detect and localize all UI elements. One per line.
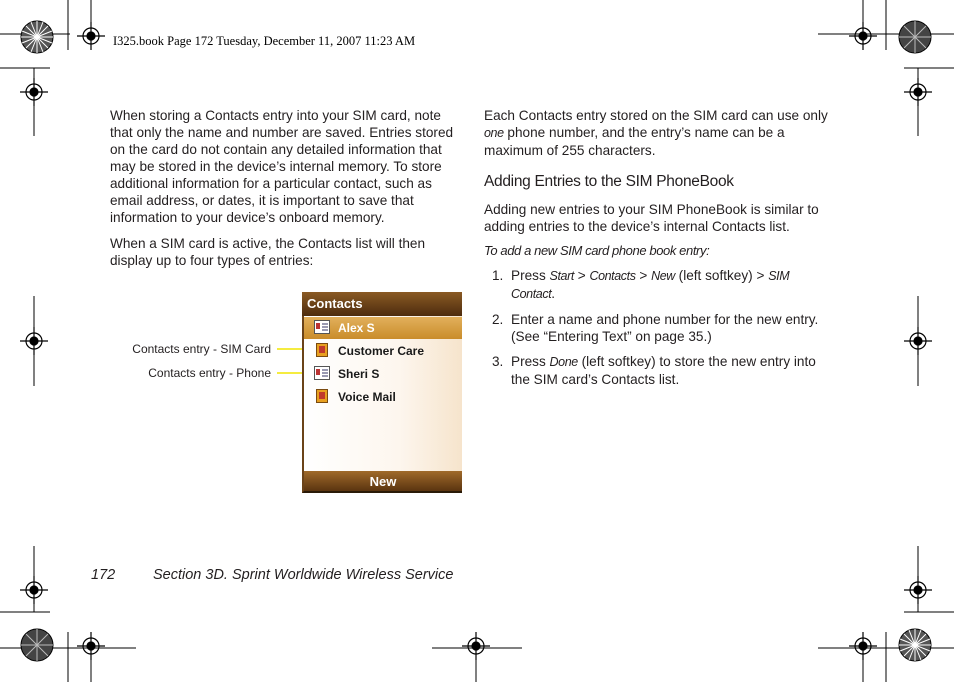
right-column bbox=[484, 107, 836, 396]
sim-limit-paragraph bbox=[484, 107, 836, 159]
contacts-title-bar: Contacts bbox=[302, 292, 462, 316]
step-3 bbox=[484, 353, 836, 388]
text-run: (left softkey) > bbox=[674, 268, 769, 283]
step-number: 2. bbox=[492, 312, 504, 327]
intro-paragraph: When storing a Contacts entry into your SIM card, note that only the name and number are saved. Entries stored on the card do not contain any detailed information that may be stored in the device’s internal memory. To store additional information for a particular contact, such as email address, or dates, it is important to save that information to your device’s onboard memory. bbox=[110, 108, 454, 225]
page-number: 172 bbox=[91, 567, 116, 583]
steps-list bbox=[484, 267, 836, 388]
phone-contact-icon bbox=[314, 343, 330, 357]
procedure-title: To add a new SIM card phone book entry: bbox=[484, 243, 710, 258]
callout-sim-card: Contacts entry - SIM Card bbox=[132, 342, 271, 356]
text-run: Press bbox=[511, 354, 550, 369]
step-2 bbox=[484, 311, 836, 345]
contact-item-customer-care[interactable] bbox=[304, 340, 462, 362]
sim-contact-icon bbox=[314, 366, 330, 380]
section-title: Section 3D. Sprint Worldwide Wireless Service bbox=[153, 567, 454, 583]
text-run: phone number, and the entry’s name can be a maximum of 255 characters. bbox=[484, 125, 785, 158]
contact-label: Customer Care bbox=[338, 344, 425, 358]
new-ref: New bbox=[651, 269, 675, 283]
new-softkey[interactable]: New bbox=[302, 471, 462, 493]
sim-contact-ref: SIM Contact bbox=[511, 269, 790, 301]
left-column bbox=[110, 107, 462, 269]
done-ref: Done bbox=[549, 355, 578, 369]
text-run: > bbox=[635, 268, 652, 283]
text-run: Enter a name and phone number for the new entry. (See “Entering Text” on page 35.) bbox=[511, 312, 819, 344]
sim-contact-icon bbox=[314, 320, 330, 334]
start-menu-ref: Start bbox=[549, 269, 574, 283]
contact-label: Sheri S bbox=[338, 367, 380, 381]
phone-contact-icon bbox=[314, 389, 330, 403]
contact-item-alex[interactable] bbox=[304, 317, 462, 339]
text-run: > bbox=[573, 268, 590, 283]
entry-types-paragraph: When a SIM card is active, the Contacts list will then display up to four types of entries: bbox=[110, 236, 426, 268]
section-heading: Adding Entries to the SIM PhoneBook bbox=[484, 173, 734, 190]
contact-item-sheri[interactable] bbox=[304, 363, 462, 385]
adding-paragraph: Adding new entries to your SIM PhoneBook is similar to adding entries to the device’s internal Contacts list. bbox=[484, 202, 819, 234]
text-run: (left softkey) to store the new entry into the SIM card’s Contacts list. bbox=[511, 354, 816, 387]
text-run: . bbox=[551, 286, 556, 301]
contacts-list bbox=[302, 316, 462, 471]
contact-label: Voice Mail bbox=[338, 390, 396, 404]
step-number: 1. bbox=[492, 268, 504, 283]
print-slug: I325.book Page 172 Tuesday, December 11, 2007 11:23 AM bbox=[113, 34, 416, 48]
contact-label: Alex S bbox=[338, 321, 375, 335]
emphasis-one: one bbox=[484, 126, 504, 140]
contact-item-voice-mail[interactable] bbox=[304, 386, 462, 408]
step-number: 3. bbox=[492, 354, 504, 369]
contacts-ref: Contacts bbox=[589, 269, 636, 283]
contacts-screenshot bbox=[302, 292, 462, 493]
step-1 bbox=[484, 267, 836, 303]
text-run: Press bbox=[511, 268, 550, 283]
text-run: Each Contacts entry stored on the SIM card can use only bbox=[484, 108, 828, 123]
callout-phone: Contacts entry - Phone bbox=[148, 366, 271, 380]
